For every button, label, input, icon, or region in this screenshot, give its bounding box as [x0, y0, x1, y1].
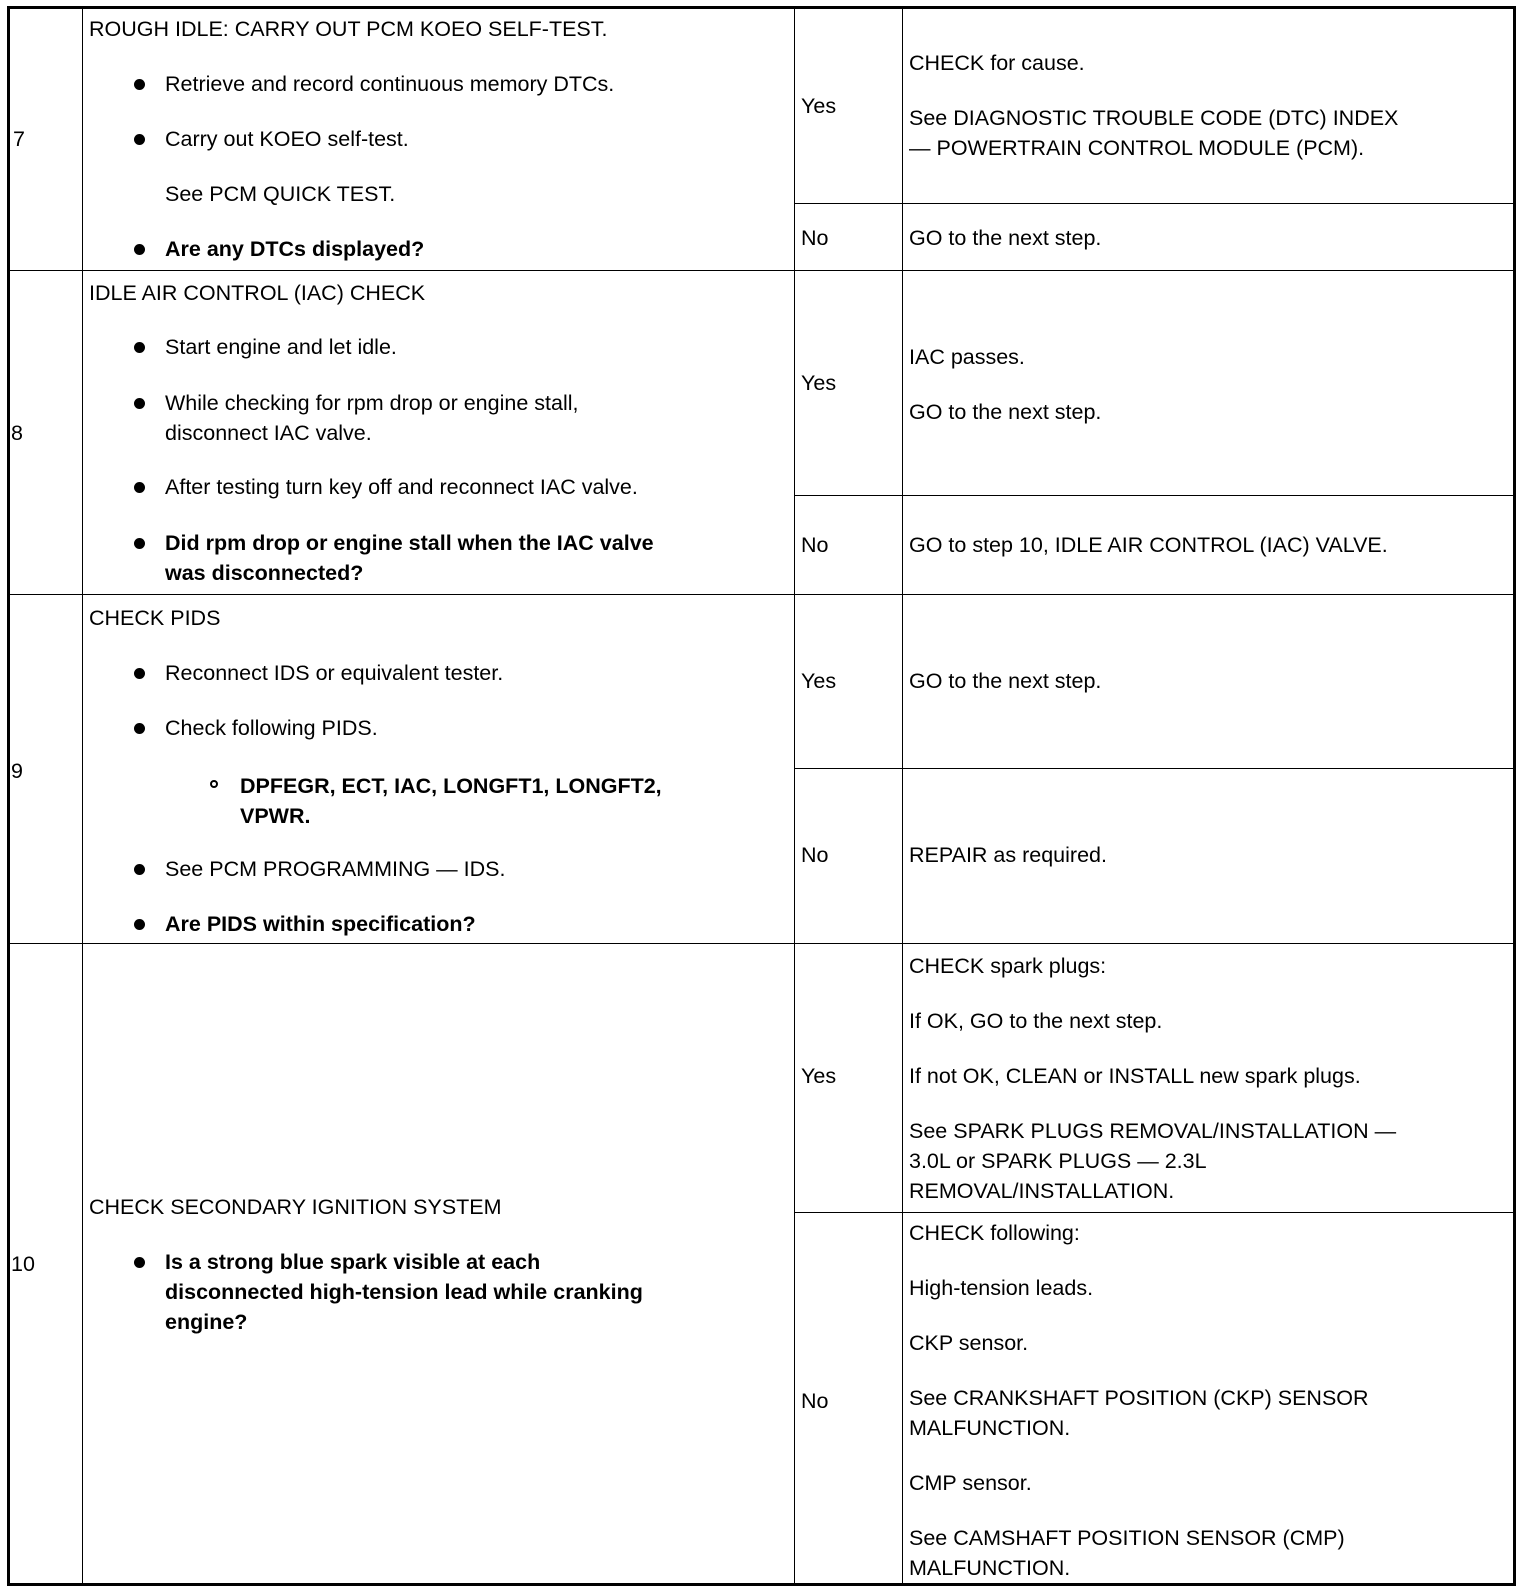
yes-action-line: — POWERTRAIN CONTROL MODULE (PCM). [909, 136, 1365, 160]
step-question: Is a strong blue spark visible at each [165, 1250, 541, 1274]
yes-no-divider-7 [794, 203, 1515, 204]
step-item: Carry out KOEO self-test. [165, 127, 409, 151]
divider-result-col [794, 8, 795, 1585]
result-yes-label: Yes [801, 371, 837, 395]
no-action-line: See CRANKSHAFT POSITION (CKP) SENSOR [909, 1386, 1369, 1410]
no-action-line: GO to step 10, IDLE AIR CONTROL (IAC) VALVE. [909, 533, 1388, 557]
yes-action-line: CHECK spark plugs: [909, 954, 1107, 978]
row-divider-7-8 [8, 270, 1515, 271]
sub-bullet-icon [210, 780, 218, 788]
step-sub-item: VPWR. [240, 804, 311, 828]
result-yes-label: Yes [801, 1064, 837, 1088]
step-number: 7 [13, 127, 25, 151]
divider-step-col [82, 8, 83, 1585]
bullet-icon [134, 538, 145, 549]
step-title: CHECK SECONDARY IGNITION SYSTEM [89, 1195, 502, 1219]
no-action-line: MALFUNCTION. [909, 1556, 1071, 1580]
yes-no-divider-10 [794, 1212, 1515, 1213]
yes-action-line: IAC passes. [909, 345, 1025, 369]
no-action-line: GO to the next step. [909, 226, 1102, 250]
yes-action-line: If OK, GO to the next step. [909, 1009, 1163, 1033]
result-no-label: No [801, 226, 829, 250]
step-question: was disconnected? [165, 561, 364, 585]
no-action-line: See CAMSHAFT POSITION SENSOR (CMP) [909, 1526, 1345, 1550]
row-divider-9-10 [8, 943, 1515, 944]
no-action-line: High-tension leads. [909, 1276, 1094, 1300]
result-no-label: No [801, 1389, 829, 1413]
step-number: 10 [11, 1252, 35, 1276]
step-item: While checking for rpm drop or engine stall, [165, 391, 579, 415]
result-yes-label: Yes [801, 94, 837, 118]
step-number: 8 [11, 421, 23, 445]
bullet-icon [134, 134, 145, 145]
step-title: IDLE AIR CONTROL (IAC) CHECK [89, 281, 426, 305]
step-question: engine? [165, 1310, 248, 1334]
yes-no-divider-8 [794, 495, 1515, 496]
no-action-line: CMP sensor. [909, 1471, 1032, 1495]
step-item: Check following PIDS. [165, 716, 378, 740]
step-question: Are PIDS within specification? [165, 912, 476, 936]
yes-action-line: See DIAGNOSTIC TROUBLE CODE (DTC) INDEX [909, 106, 1399, 130]
bullet-icon [134, 244, 145, 255]
step-item: Retrieve and record continuous memory DTCs. [165, 72, 615, 96]
yes-action-line: 3.0L or SPARK PLUGS — 2.3L [909, 1149, 1207, 1173]
yes-action-line: CHECK for cause. [909, 51, 1085, 75]
step-sub-item: DPFEGR, ECT, IAC, LONGFT1, LONGFT2, [240, 774, 662, 798]
bullet-icon [134, 668, 145, 679]
result-yes-label: Yes [801, 669, 837, 693]
yes-action-line: See SPARK PLUGS REMOVAL/INSTALLATION — [909, 1119, 1397, 1143]
bullet-icon [134, 342, 145, 353]
divider-action-col [902, 8, 903, 1585]
step-number: 9 [11, 759, 23, 783]
step-item-note: See PCM QUICK TEST. [165, 182, 396, 206]
row-divider-8-9 [8, 594, 1515, 595]
result-no-label: No [801, 533, 829, 557]
result-no-label: No [801, 843, 829, 867]
step-item: After testing turn key off and reconnect IAC valve. [165, 475, 638, 499]
no-action-line: MALFUNCTION. [909, 1416, 1071, 1440]
bullet-icon [134, 919, 145, 930]
bullet-icon [134, 482, 145, 493]
step-item: disconnect IAC valve. [165, 421, 372, 445]
yes-action-line: GO to the next step. [909, 400, 1102, 424]
yes-action-line: GO to the next step. [909, 669, 1102, 693]
yes-action-line: REMOVAL/INSTALLATION. [909, 1179, 1175, 1203]
step-item: Reconnect IDS or equivalent tester. [165, 661, 504, 685]
yes-no-divider-9 [794, 768, 1515, 769]
step-title: ROUGH IDLE: CARRY OUT PCM KOEO SELF-TEST. [89, 17, 608, 41]
step-item: Start engine and let idle. [165, 335, 397, 359]
step-question: disconnected high-tension lead while cranking [165, 1280, 643, 1304]
no-action-line: REPAIR as required. [909, 843, 1107, 867]
step-item: See PCM PROGRAMMING — IDS. [165, 857, 506, 881]
bullet-icon [134, 398, 145, 409]
step-question: Are any DTCs displayed? [165, 237, 425, 261]
no-action-line: CHECK following: [909, 1221, 1080, 1245]
yes-action-line: If not OK, CLEAN or INSTALL new spark plugs. [909, 1064, 1361, 1088]
bullet-icon [134, 723, 145, 734]
bullet-icon [134, 864, 145, 875]
bullet-icon [134, 79, 145, 90]
bullet-icon [134, 1257, 145, 1268]
no-action-line: CKP sensor. [909, 1331, 1029, 1355]
step-question: Did rpm drop or engine stall when the IAC valve [165, 531, 654, 555]
step-title: CHECK PIDS [89, 606, 221, 630]
